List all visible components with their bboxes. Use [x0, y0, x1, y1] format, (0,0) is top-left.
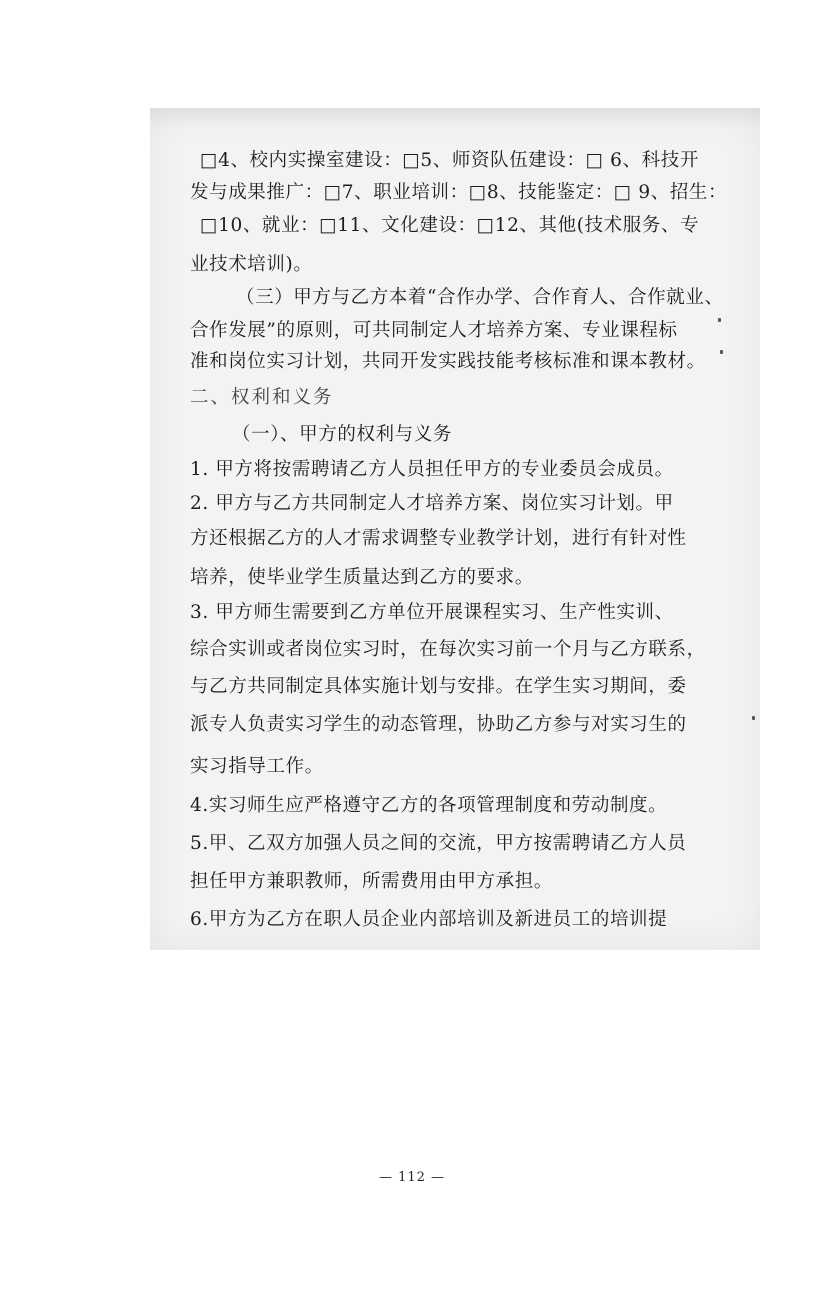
- subsection-heading-party-a: （一）、甲方的权利与义务: [232, 424, 452, 445]
- text-line-6: 合作发展”的原则，可共同制定人才培养方案、专业课程标: [190, 320, 678, 341]
- text-line-17: 派专人负责实习学生的动态管理，协助乙方参与对实习生的: [190, 714, 687, 735]
- text-line-7: 准和岗位实习计划，共同开发实践技能考核标准和课本教材。: [190, 351, 706, 372]
- scan-shadow-band: [150, 108, 760, 130]
- text-line-22: 6.甲方为乙方在职人员企业内部培训及新进员工的培训提: [190, 909, 668, 930]
- text-line-5: （三）甲方与乙方本着“合作办学、合作育人、合作就业、: [236, 287, 724, 308]
- text-line-19: 4.实习师生应严格遵守乙方的各项管理制度和劳动制度。: [190, 795, 668, 816]
- text-line-21: 担任甲方兼职教师，所需费用由甲方承担。: [190, 871, 553, 892]
- text-line-10: 1. 甲方将按需聘请乙方人员担任甲方的专业委员会成员。: [190, 459, 674, 480]
- scan-speck: [720, 350, 723, 354]
- text-line-15: 综合实训或者岗位实习时，在每次实习前一个月与乙方联系，: [190, 639, 706, 660]
- page-number: — 112 —: [378, 1170, 446, 1185]
- section-heading-rights: 二、权利和义务: [190, 387, 334, 408]
- text-line-14: 3. 甲方师生需要到乙方单位开展课程实习、生产性实训、: [190, 602, 674, 623]
- text-line-1: □4、校内实操室建设：□5、师资队伍建设：□ 6、科技开: [200, 150, 699, 171]
- text-line-18: 实习指导工作。: [190, 756, 324, 777]
- text-line-13: 培养，使毕业学生质量达到乙方的要求。: [190, 567, 534, 588]
- text-line-4: 业技术培训)。: [190, 254, 313, 275]
- text-line-16: 与乙方共同制定具体实施计划与安排。在学生实习期间，委: [190, 676, 687, 697]
- scan-speck: [718, 318, 721, 322]
- scan-speck: [752, 716, 755, 720]
- text-line-3: □10、就业：□11、文化建设：□12、其他(技术服务、专: [200, 215, 700, 236]
- text-line-12: 方还根据乙方的人才需求调整专业教学计划，进行有针对性: [190, 528, 687, 549]
- text-line-2: 发与成果推广：□7、职业培训：□8、技能鉴定：□ 9、招生：: [190, 182, 728, 203]
- text-line-20: 5.甲、乙双方加强人员之间的交流，甲方按需聘请乙方人员: [190, 833, 687, 854]
- text-line-11: 2. 甲方与乙方共同制定人才培养方案、岗位实习计划。甲: [190, 493, 674, 514]
